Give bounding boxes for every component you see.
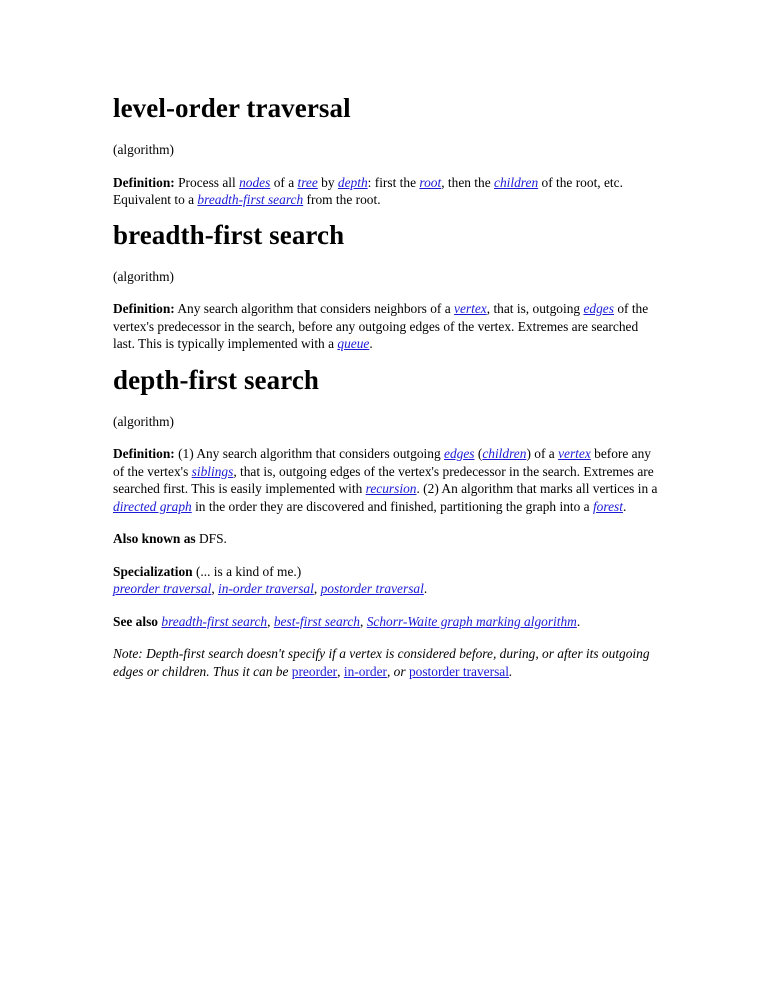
document-page	[113, 88, 658, 680]
text-run: . (2) An algorithm that marks all vertices in a	[416, 481, 658, 496]
separator: ,	[313, 581, 321, 596]
definition-label: Definition:	[113, 301, 175, 316]
definition-paragraph	[113, 445, 658, 515]
text-run: .	[369, 336, 373, 351]
section-kind: (algorithm)	[113, 268, 174, 284]
definition-paragraph	[113, 174, 658, 209]
text-run: , or	[386, 663, 409, 679]
separator: ,	[360, 613, 367, 629]
text-run: , that is, outgoing edges of the vertex's predecessor in the search. Extremes are searched first. This is easily implemented with	[113, 463, 654, 496]
separator: ,	[267, 613, 274, 629]
section-title-breadth-first: breadth-first search	[113, 219, 345, 250]
specialization	[113, 563, 658, 598]
see-also-label: See also	[113, 613, 159, 629]
link-edges[interactable]: edges	[444, 446, 475, 461]
link-children[interactable]: children	[494, 174, 539, 190]
link-vertex[interactable]: vertex	[454, 301, 487, 316]
link-depth[interactable]: depth	[337, 174, 368, 190]
aka-value: DFS.	[195, 531, 227, 546]
link-in-order[interactable]: in-order	[343, 663, 387, 679]
text-run: ,	[337, 663, 344, 679]
link-children[interactable]: children	[482, 446, 527, 461]
link-breadth-first-search[interactable]: breadth-first search	[197, 192, 304, 207]
text-run: of the root, etc. Equivalent to a	[113, 174, 623, 207]
text-run: .	[622, 498, 627, 514]
text-run: .	[508, 663, 513, 679]
link-preorder[interactable]: preorder	[291, 663, 338, 679]
definition-paragraph	[113, 300, 658, 353]
text-run: (1) Any search algorithm that considers outgoing	[174, 446, 444, 461]
section-title-level-order: level-order traversal	[113, 93, 351, 123]
link-forest[interactable]: forest	[592, 498, 623, 514]
text-run: of a	[270, 174, 298, 190]
separator: ,	[211, 581, 219, 596]
text-run: by	[317, 174, 338, 190]
also-known-as	[113, 530, 658, 548]
specialization-label: Specialization	[113, 563, 193, 579]
text-run: Any search algorithm that considers neighbors of a	[174, 301, 455, 316]
link-tree[interactable]: tree	[297, 174, 318, 190]
section-kind: (algorithm)	[113, 142, 174, 157]
text-run: , that is, outgoing	[486, 301, 584, 316]
link-in-order-traversal[interactable]: in-order traversal	[218, 581, 314, 596]
text-run: in the order they are discovered and finished, partitioning the graph into a	[191, 498, 593, 514]
text-run: before any of the vertex's	[113, 446, 652, 479]
text-run: (	[474, 446, 483, 461]
definition-label: Definition:	[113, 174, 175, 190]
link-postorder-traversal[interactable]: postorder traversal	[320, 581, 424, 596]
link-directed-graph[interactable]: directed graph	[113, 498, 192, 514]
link-root[interactable]: root	[419, 174, 442, 190]
separator: .	[423, 581, 428, 596]
link-postorder-traversal[interactable]: postorder traversal	[408, 663, 509, 679]
text-run: from the root.	[303, 192, 381, 207]
text-run: Process all	[174, 174, 240, 190]
separator: .	[576, 613, 581, 629]
specialization-note: (... is a kind of me.)	[192, 563, 302, 579]
link-preorder-traversal[interactable]: preorder traversal	[113, 581, 212, 596]
text-run: Note: Depth-first search doesn't specify if a vertex is considered before, during, or after its outgoing edges or children. Thus it can be	[113, 646, 650, 679]
link-vertex[interactable]: vertex	[558, 446, 591, 461]
link-siblings[interactable]: siblings	[191, 463, 234, 479]
definition-label: Definition:	[113, 446, 175, 461]
text-run: : first the	[367, 174, 420, 190]
link-nodes[interactable]: nodes	[239, 174, 271, 190]
text-run: ) of a	[526, 446, 559, 461]
link-edges[interactable]: edges	[583, 301, 614, 316]
link-schorr-waite[interactable]: Schorr-Waite graph marking algorithm	[366, 613, 577, 629]
link-breadth-first-search[interactable]: breadth-first search	[161, 613, 268, 629]
link-best-first-search[interactable]: best-first search	[273, 613, 361, 629]
note-paragraph	[113, 645, 658, 680]
section-kind: (algorithm)	[113, 413, 174, 429]
text-run: , then the	[441, 174, 495, 190]
link-recursion[interactable]: recursion	[365, 481, 417, 496]
link-queue[interactable]: queue	[337, 336, 370, 351]
text-run: of the vertex's predecessor in the search, before any outgoing edges of the vertex. Extremes are searched last. This is typically implemented with a	[113, 301, 649, 351]
aka-label: Also known as	[113, 531, 196, 546]
see-also	[113, 613, 658, 631]
section-title-depth-first: depth-first search	[113, 364, 320, 395]
